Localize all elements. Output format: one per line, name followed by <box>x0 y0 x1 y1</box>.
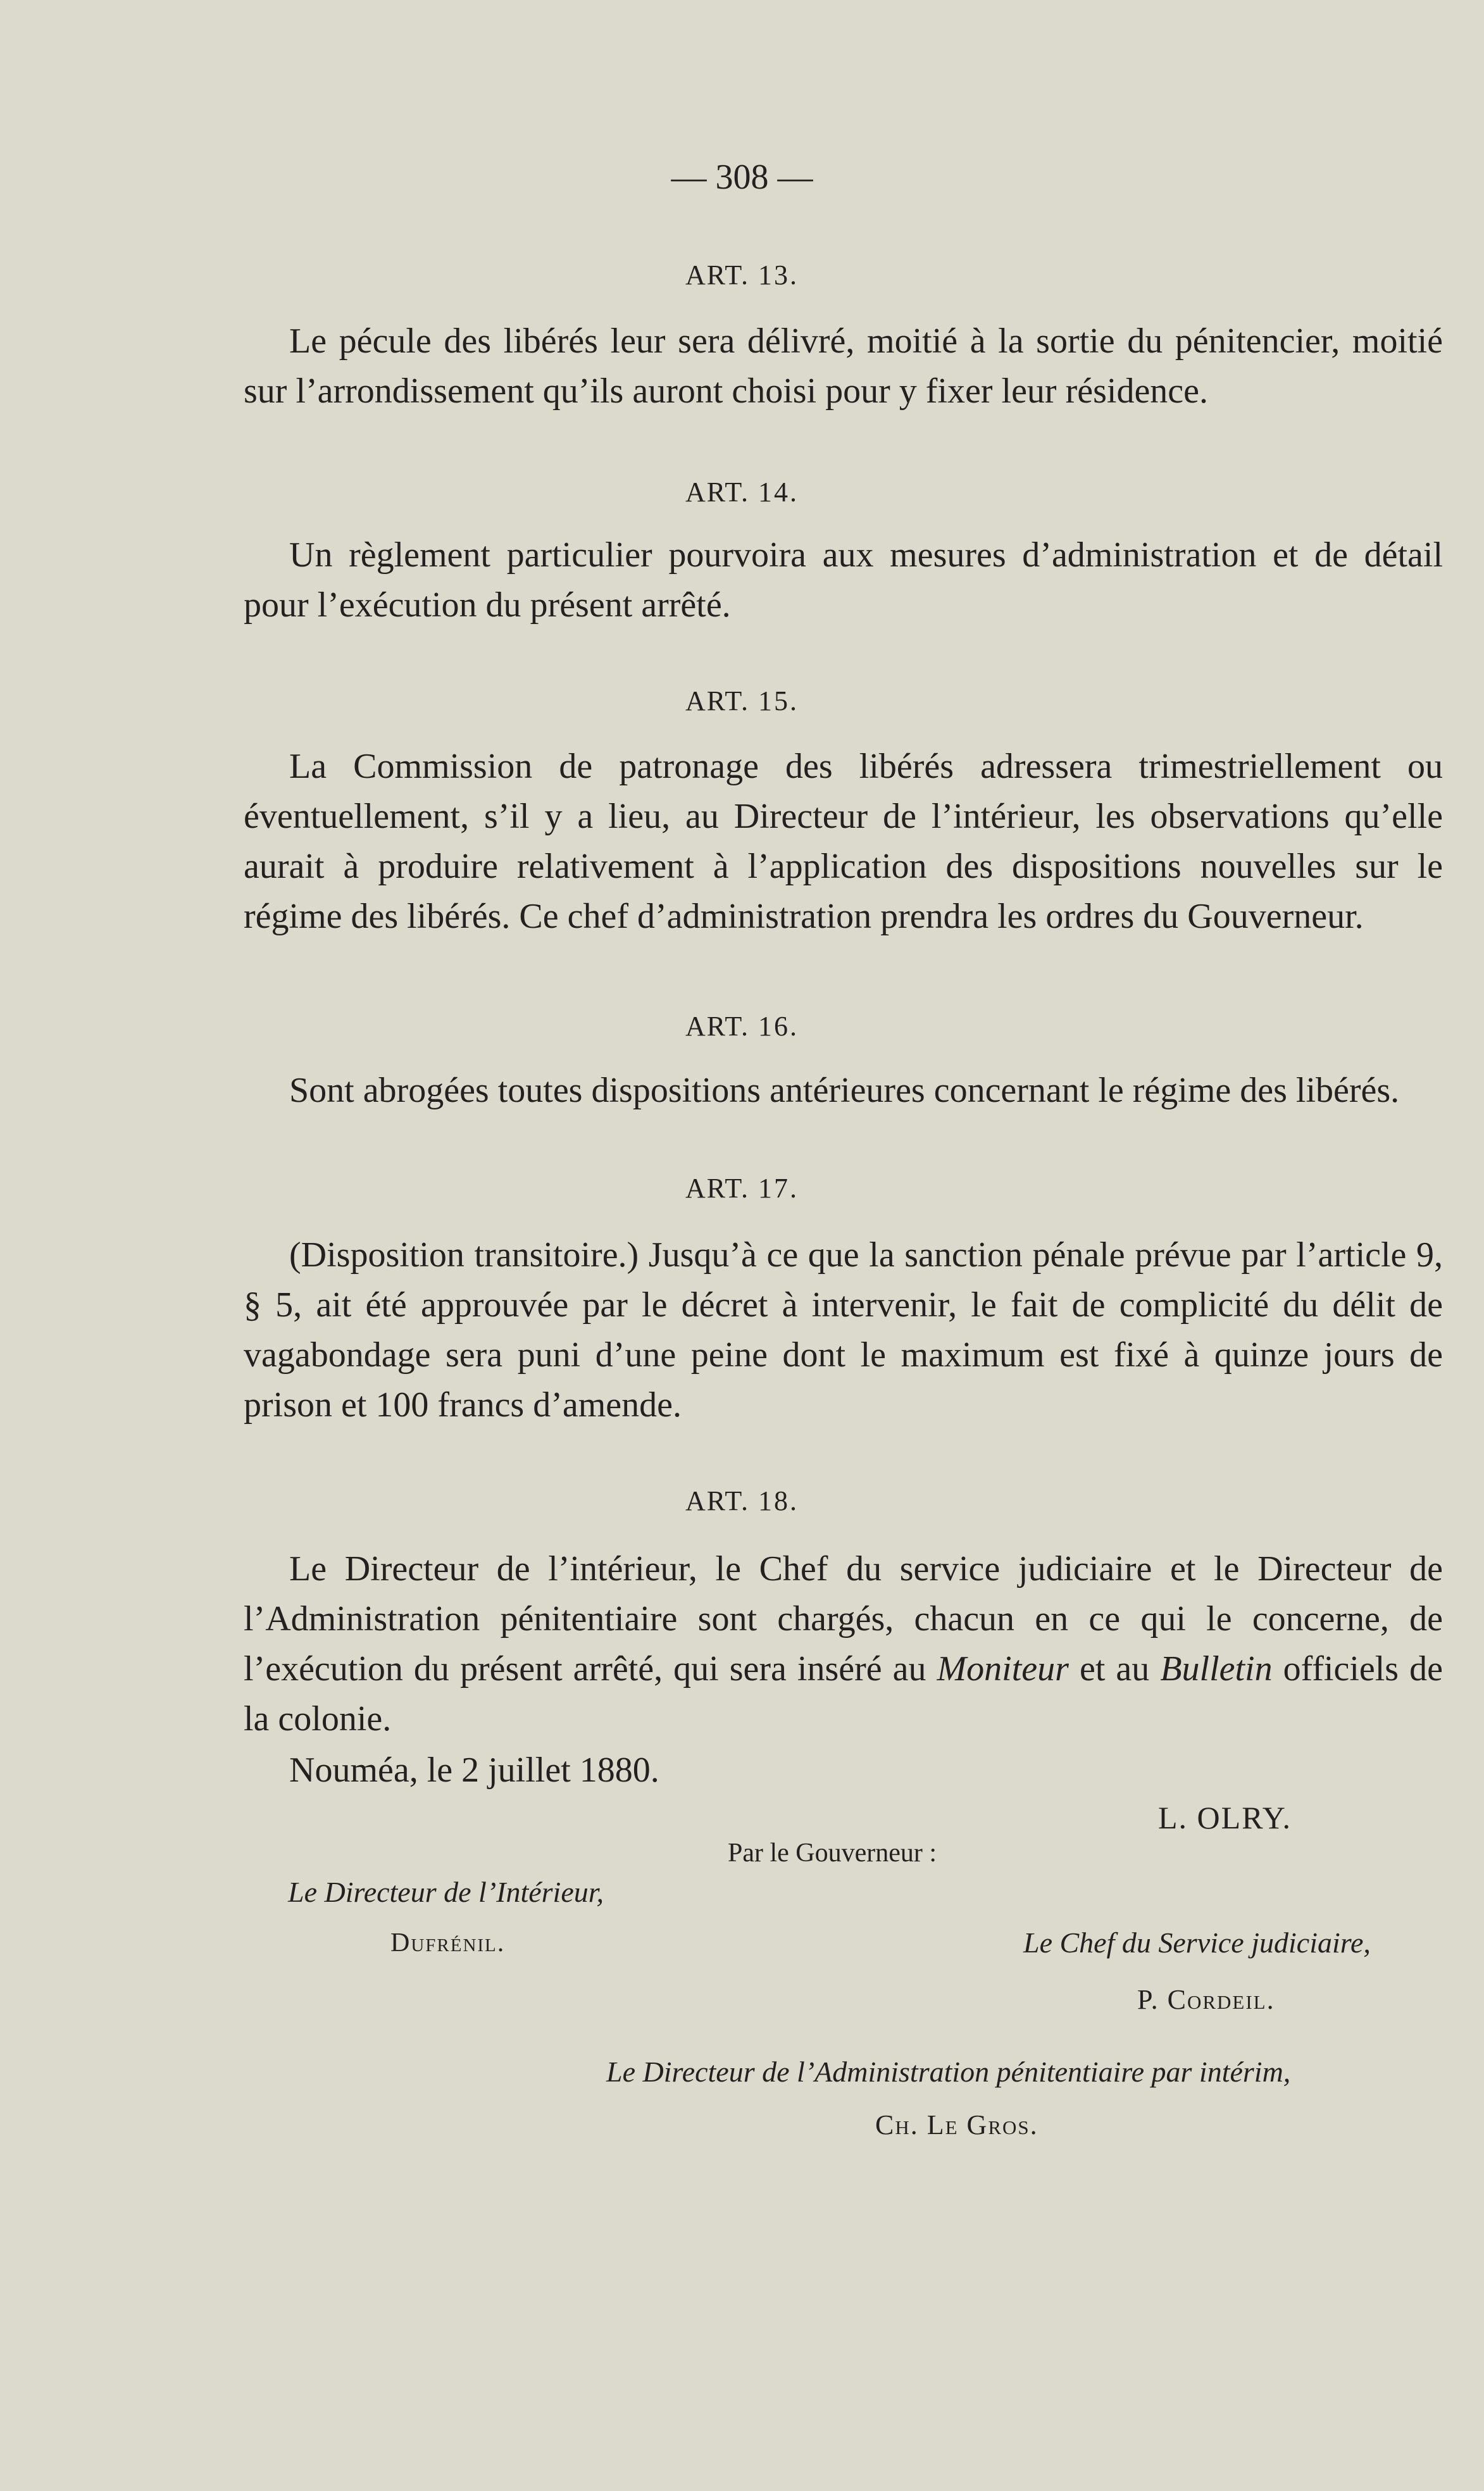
article-heading-18 <box>0 1482 1484 1520</box>
governor-signature: L. OLRY. <box>1158 1800 1292 1835</box>
article-heading-13 <box>0 256 1484 294</box>
article-prefix: ART. <box>685 477 750 508</box>
article-16-text: Sont abrogées toutes dispositions antérieures concernant le régime des libérés. <box>289 1071 1400 1110</box>
article-prefix: ART. <box>685 259 750 290</box>
penitentiary-director-title: Le Directeur de l’Administration pénitentiaire par intérim, <box>606 2056 1291 2088</box>
article-14-text: Un règlement particulier pourvoira aux mesures d’administration et de détail pour l’exécution du présent arrêté. <box>244 535 1443 625</box>
interior-director-title: Le Directeur de l’Intérieur, <box>288 1876 604 1908</box>
article-heading-15 <box>0 682 1484 720</box>
article-number: 14. <box>758 477 799 508</box>
article-17-text: (Disposition transitoire.) Jusqu’à ce que la sanction pénale prévue par l’article 9, § 5, ait été approuvée par le décret à intervenir, le fait de complicité du délit de vagabondage sera puni d’une peine dont le maximum est fixé à quinze jours de prison et 100 francs d’amende. <box>244 1235 1443 1425</box>
article-number: 18. <box>758 1485 799 1516</box>
article-number: 16. <box>758 1011 799 1042</box>
interior-director-name: Dufrénil. <box>390 1928 506 1957</box>
article-number: 13. <box>758 259 799 290</box>
article-18-text-start: Le Directeur de l’intérieur, le Chef du service judiciaire et le Directeur de l’Administration pénitentiaire sont chargés, chacun en ce qui le concerne, de l’exécution du présent arrêté, qui sera inséré au <box>244 1549 1443 1689</box>
article-prefix: ART. <box>685 1485 750 1516</box>
article-18-text-mid: et au <box>1068 1649 1161 1689</box>
article-heading-14 <box>0 473 1484 511</box>
article-15-text: La Commission de patronage des libérés adressera trimestriellement ou éventuellement, s’il y a lieu, au Directeur de l’intérieur, les observations qu’elle aurait à produire relativement à l’application des dispositions nouvelles sur le régime des libérés. Ce chef d’administration prendra les ordres du Gouverneur. <box>244 747 1443 936</box>
justice-chief-name: P. Cordeil. <box>1137 1984 1275 2015</box>
article-heading-17 <box>0 1170 1484 1208</box>
article-number: 17. <box>758 1173 799 1204</box>
justice-chief-title: Le Chef du Service judiciaire, <box>1023 1926 1371 1959</box>
article-number: 15. <box>758 685 799 716</box>
article-13-text: Le pécule des libérés leur sera délivré, moitié à la sortie du pénitencier, moitié sur l’arrondissement qu’ils auront choisi pour y fixer leur résidence. <box>244 322 1443 411</box>
article-prefix: ART. <box>685 1011 750 1042</box>
penitentiary-director-name: Ch. Le Gros. <box>875 2109 1038 2140</box>
article-prefix: ART. <box>685 685 750 716</box>
moniteur-title: Moniteur <box>937 1649 1069 1689</box>
article-18-text-end: officiels de la colonie. <box>244 1649 1443 1739</box>
place-date: Nouméa, le 2 juillet 1880. <box>289 1751 659 1790</box>
bulletin-title: Bulletin <box>1160 1649 1273 1689</box>
by-governor-label: Par le Gouverneur : <box>728 1839 937 1868</box>
article-18-text <box>244 1544 1443 1744</box>
article-heading-16 <box>0 1008 1484 1046</box>
article-prefix: ART. <box>685 1173 750 1204</box>
page-number: — 308 — <box>671 158 813 197</box>
